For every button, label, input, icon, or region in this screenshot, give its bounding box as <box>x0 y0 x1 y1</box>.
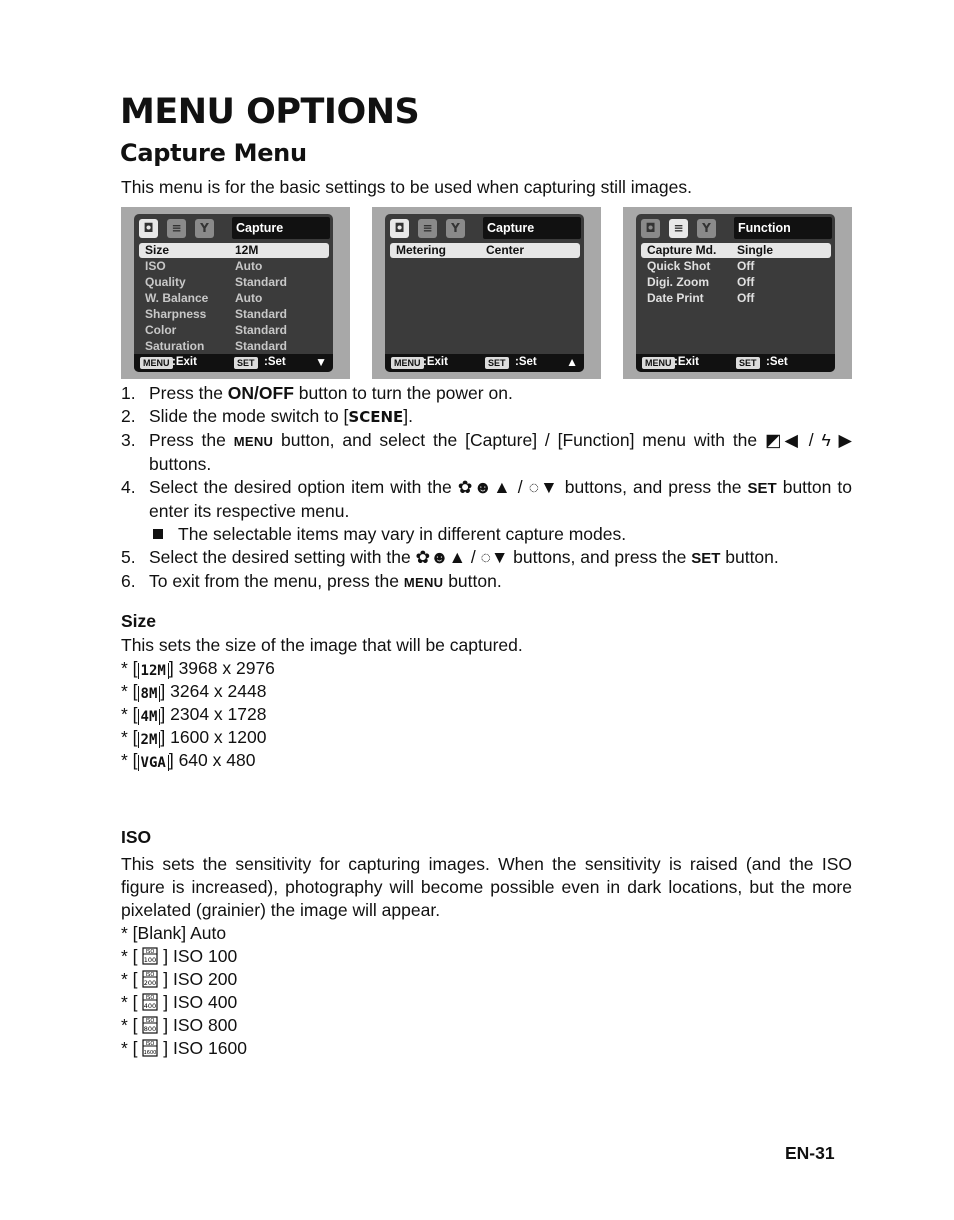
screen-function <box>623 207 852 379</box>
size-section <box>121 634 852 772</box>
section-title: Capture Menu <box>120 139 307 167</box>
menu-footer <box>134 354 333 372</box>
menu-button-icon: MENU <box>403 575 444 590</box>
set-button-icon: SET <box>691 550 721 567</box>
step-4: 4. Select the desired option item with the ✿☻▲ / ◌▼ buttons, and press the SET button to enter its respective menu. <box>121 477 852 521</box>
step-2: 2. Slide the mode switch to [SCENE]. <box>121 406 413 426</box>
svg-text:ISO: ISO <box>146 1018 155 1024</box>
timer-down-icon: ◌▼ <box>528 477 559 497</box>
iso-option: * [ ISO 100 ] ISO 100 <box>121 946 238 966</box>
wrench-tab-icon: Y <box>446 219 465 238</box>
wrench-tab-icon: Y <box>697 219 716 238</box>
arrow-up-icon: ▲ <box>566 355 578 369</box>
flash-right-icon: ϟ ▶ <box>821 430 853 450</box>
iso-400-icon <box>142 993 158 1011</box>
camera-tab-icon: ◘ <box>641 219 660 238</box>
step-5: 5. Select the desired setting with the ✿☻▲ / ◌▼ buttons, and press the SET button. <box>121 547 779 567</box>
set-label: :Set <box>264 356 286 368</box>
svg-text:1600: 1600 <box>144 1050 157 1056</box>
iso-option-auto: * [Blank] Auto <box>121 923 227 943</box>
menu-button-label: MENU <box>391 357 424 369</box>
size-desc: This sets the size of the image that will be captured. <box>121 635 523 655</box>
iso-option: * [ ISO 1600 ] ISO 1600 <box>121 1038 247 1058</box>
menu-row: Quick Shot Off <box>647 259 755 273</box>
iso-desc: This sets the sensitivity for capturing images. When the sensitivity is raised (and the ISO figure is increased), photography will become possible even in dark locations, but the more pixelated (grainier) the image will appear. <box>121 854 852 920</box>
set-button-label: SET <box>234 357 258 369</box>
iso-800-icon <box>142 1016 158 1034</box>
menu-row: Capture Md. Single <box>641 243 831 258</box>
set-label: :Set <box>766 356 788 368</box>
size-option: * [ 2M ] 1600 x 1200 <box>121 727 267 748</box>
menu-footer <box>636 354 835 372</box>
exit-label: :Exit <box>172 356 197 368</box>
menu-header: Function <box>734 217 832 239</box>
svg-text:100: 100 <box>144 956 157 964</box>
list-tab-icon: ≡ <box>669 219 688 238</box>
menu-header: Capture <box>232 217 330 239</box>
svg-text:800: 800 <box>144 1025 157 1033</box>
set-button-icon: SET <box>747 480 777 497</box>
page-title: MENU OPTIONS <box>120 92 420 132</box>
step-3: 3. Press the MENU button, and select the [Capture] / [Function] menu with the ◩◀ / ϟ ▶ buttons. <box>121 430 853 474</box>
menu-row: Size 12M <box>139 243 329 258</box>
intro-text: This menu is for the basic settings to be used when capturing still images. <box>121 177 692 197</box>
svg-text:ISO: ISO <box>146 972 155 978</box>
set-button-label: SET <box>736 357 760 369</box>
step-note: The selectable items may vary in different capture modes. <box>121 523 852 546</box>
steps-list <box>121 382 852 594</box>
svg-text:200: 200 <box>144 979 157 987</box>
menu-header: Capture <box>483 217 581 239</box>
svg-text:400: 400 <box>144 1002 157 1010</box>
size-vga-icon: VGA <box>138 755 169 771</box>
menu-row: Digi. Zoom Off <box>647 275 755 289</box>
exposure-left-icon: ◩◀ <box>764 430 801 450</box>
svg-text:ISO: ISO <box>146 1041 155 1047</box>
menu-row: Sharpness Standard <box>145 307 288 321</box>
menu-button-label: MENU <box>642 357 675 369</box>
menu-row: Quality Standard <box>145 275 288 289</box>
menu-row: ISO Auto <box>145 259 263 273</box>
menu-row: Metering Center <box>390 243 580 258</box>
menu-footer <box>385 354 584 372</box>
iso-option: * [ ISO 400 ] ISO 400 <box>121 992 238 1012</box>
arrow-down-icon: ▼ <box>315 355 327 369</box>
size-option: * [ 4M ] 2304 x 1728 <box>121 704 267 725</box>
menu-button-label: MENU <box>140 357 173 369</box>
timer-down-icon: ◌▼ <box>480 547 509 567</box>
wrench-tab-icon: Y <box>195 219 214 238</box>
step-1: 1. Press the ON/OFF button to turn the power on. <box>121 383 513 403</box>
size-8m-icon: 8M <box>138 686 161 702</box>
set-button-label: SET <box>485 357 509 369</box>
screen-capture-2 <box>372 207 601 379</box>
size-4m-icon: 4M <box>138 709 161 725</box>
camera-tab-icon: ◘ <box>139 219 158 238</box>
menu-row: W. Balance Auto <box>145 291 263 305</box>
iso-heading: ISO <box>121 827 152 847</box>
screen-capture-1 <box>121 207 350 379</box>
menu-screenshots <box>121 207 852 379</box>
size-heading: Size <box>121 611 157 631</box>
iso-100-icon <box>142 947 158 965</box>
iso-section <box>121 853 852 1060</box>
macro-face-up-icon: ✿☻▲ <box>415 547 466 567</box>
exit-label: :Exit <box>674 356 699 368</box>
iso-option: * [ ISO 800 ] ISO 800 <box>121 1015 238 1035</box>
camera-tab-icon: ◘ <box>390 219 409 238</box>
menu-button-icon: MENU <box>233 434 274 449</box>
size-option: * [ VGA ] 640 x 480 <box>121 750 256 771</box>
menu-row: Saturation Standard <box>145 339 288 353</box>
page-number: EN-31 <box>785 1143 835 1163</box>
set-label: :Set <box>515 356 537 368</box>
exit-label: :Exit <box>423 356 448 368</box>
size-option: * [ 8M ] 3264 x 2448 <box>121 681 267 702</box>
iso-1600-icon <box>142 1039 158 1057</box>
svg-text:ISO: ISO <box>146 949 155 955</box>
size-12m-icon: 12M <box>138 663 169 679</box>
iso-200-icon <box>142 970 158 988</box>
list-tab-icon: ≡ <box>167 219 186 238</box>
svg-text:ISO: ISO <box>146 995 155 1001</box>
menu-row: Color Standard <box>145 323 288 337</box>
macro-face-up-icon: ✿☻▲ <box>457 477 512 497</box>
size-2m-icon: 2M <box>138 732 161 748</box>
menu-row: Date Print Off <box>647 291 755 305</box>
iso-option: * [ ISO 200 ] ISO 200 <box>121 969 238 989</box>
bullet-square-icon <box>153 529 163 539</box>
size-option: * [ 12M ] 3968 x 2976 <box>121 658 275 679</box>
list-tab-icon: ≡ <box>418 219 437 238</box>
step-6: 6. To exit from the menu, press the MENU button. <box>121 571 502 591</box>
